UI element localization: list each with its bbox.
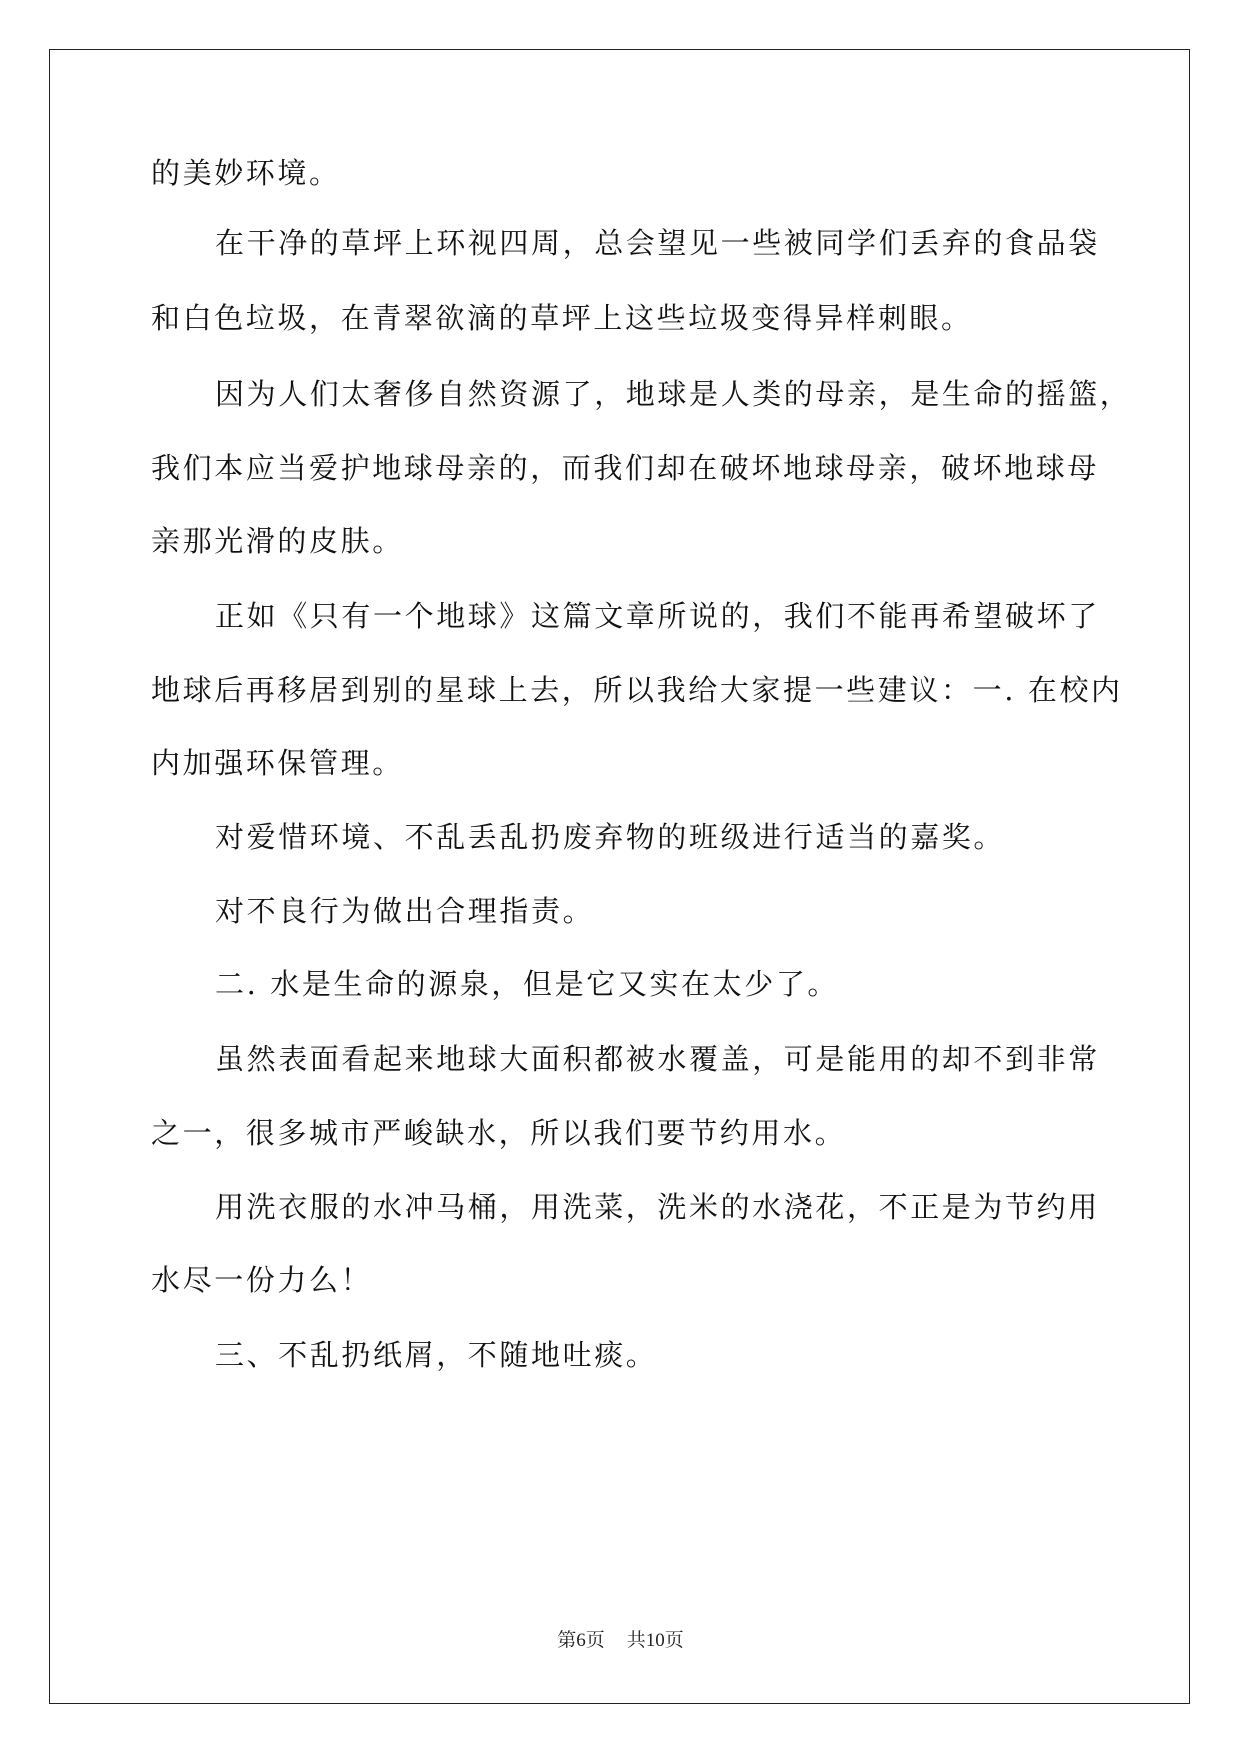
text-line: 水尽一份力么！ xyxy=(151,1263,373,1297)
paragraph-line: 对爱惜环境、不乱丢乱扔废弃物的班级进行适当的嘉奖。 xyxy=(215,820,1006,854)
paragraph-line: 正如《只有一个地球》这篇文章所说的，我们不能再希望破坏了 xyxy=(215,599,1100,633)
text-line: 我们本应当爱护地球母亲的，而我们却在破坏地球母亲，破坏地球母 xyxy=(151,451,1100,485)
paragraph-line: 在干净的草坪上环视四周，总会望见一些被同学们丢弃的食品袋 xyxy=(215,226,1100,260)
text-line: 内加强环保管理。 xyxy=(151,746,404,780)
page-footer xyxy=(0,1629,1241,1653)
text-line: 的美妙环境。 xyxy=(151,156,341,190)
text-line: 之一，很多城市严峻缺水，所以我们要节约用水。 xyxy=(151,1116,847,1150)
paragraph-line: 对不良行为做出合理指责。 xyxy=(215,894,595,928)
text-line: 和白色垃圾，在青翠欲滴的草坪上这些垃圾变得异样刺眼。 xyxy=(151,301,973,335)
paragraph-line: 用洗衣服的水冲马桶，用洗菜，洗米的水浇花，不正是为节约用 xyxy=(215,1190,1100,1224)
text-line: 地球后再移居到别的星球上去，所以我给大家提一些建议：一. 在校内 xyxy=(151,673,1123,707)
text-line: 亲那光滑的皮肤。 xyxy=(151,524,404,558)
paragraph-line: 因为人们太奢侈自然资源了，地球是人类的母亲，是生命的摇篮， xyxy=(215,377,1132,411)
page-total: 共10页 xyxy=(626,1630,684,1651)
paragraph-line: 二. 水是生命的源泉，但是它又实在太少了。 xyxy=(215,967,840,1001)
page-border xyxy=(49,49,1190,1704)
page-number: 第6页 xyxy=(557,1630,605,1651)
paragraph-line: 虽然表面看起来地球大面积都被水覆盖，可是能用的却不到非常 xyxy=(215,1042,1100,1076)
paragraph-line: 三、不乱扔纸屑，不随地吐痰。 xyxy=(215,1338,658,1372)
